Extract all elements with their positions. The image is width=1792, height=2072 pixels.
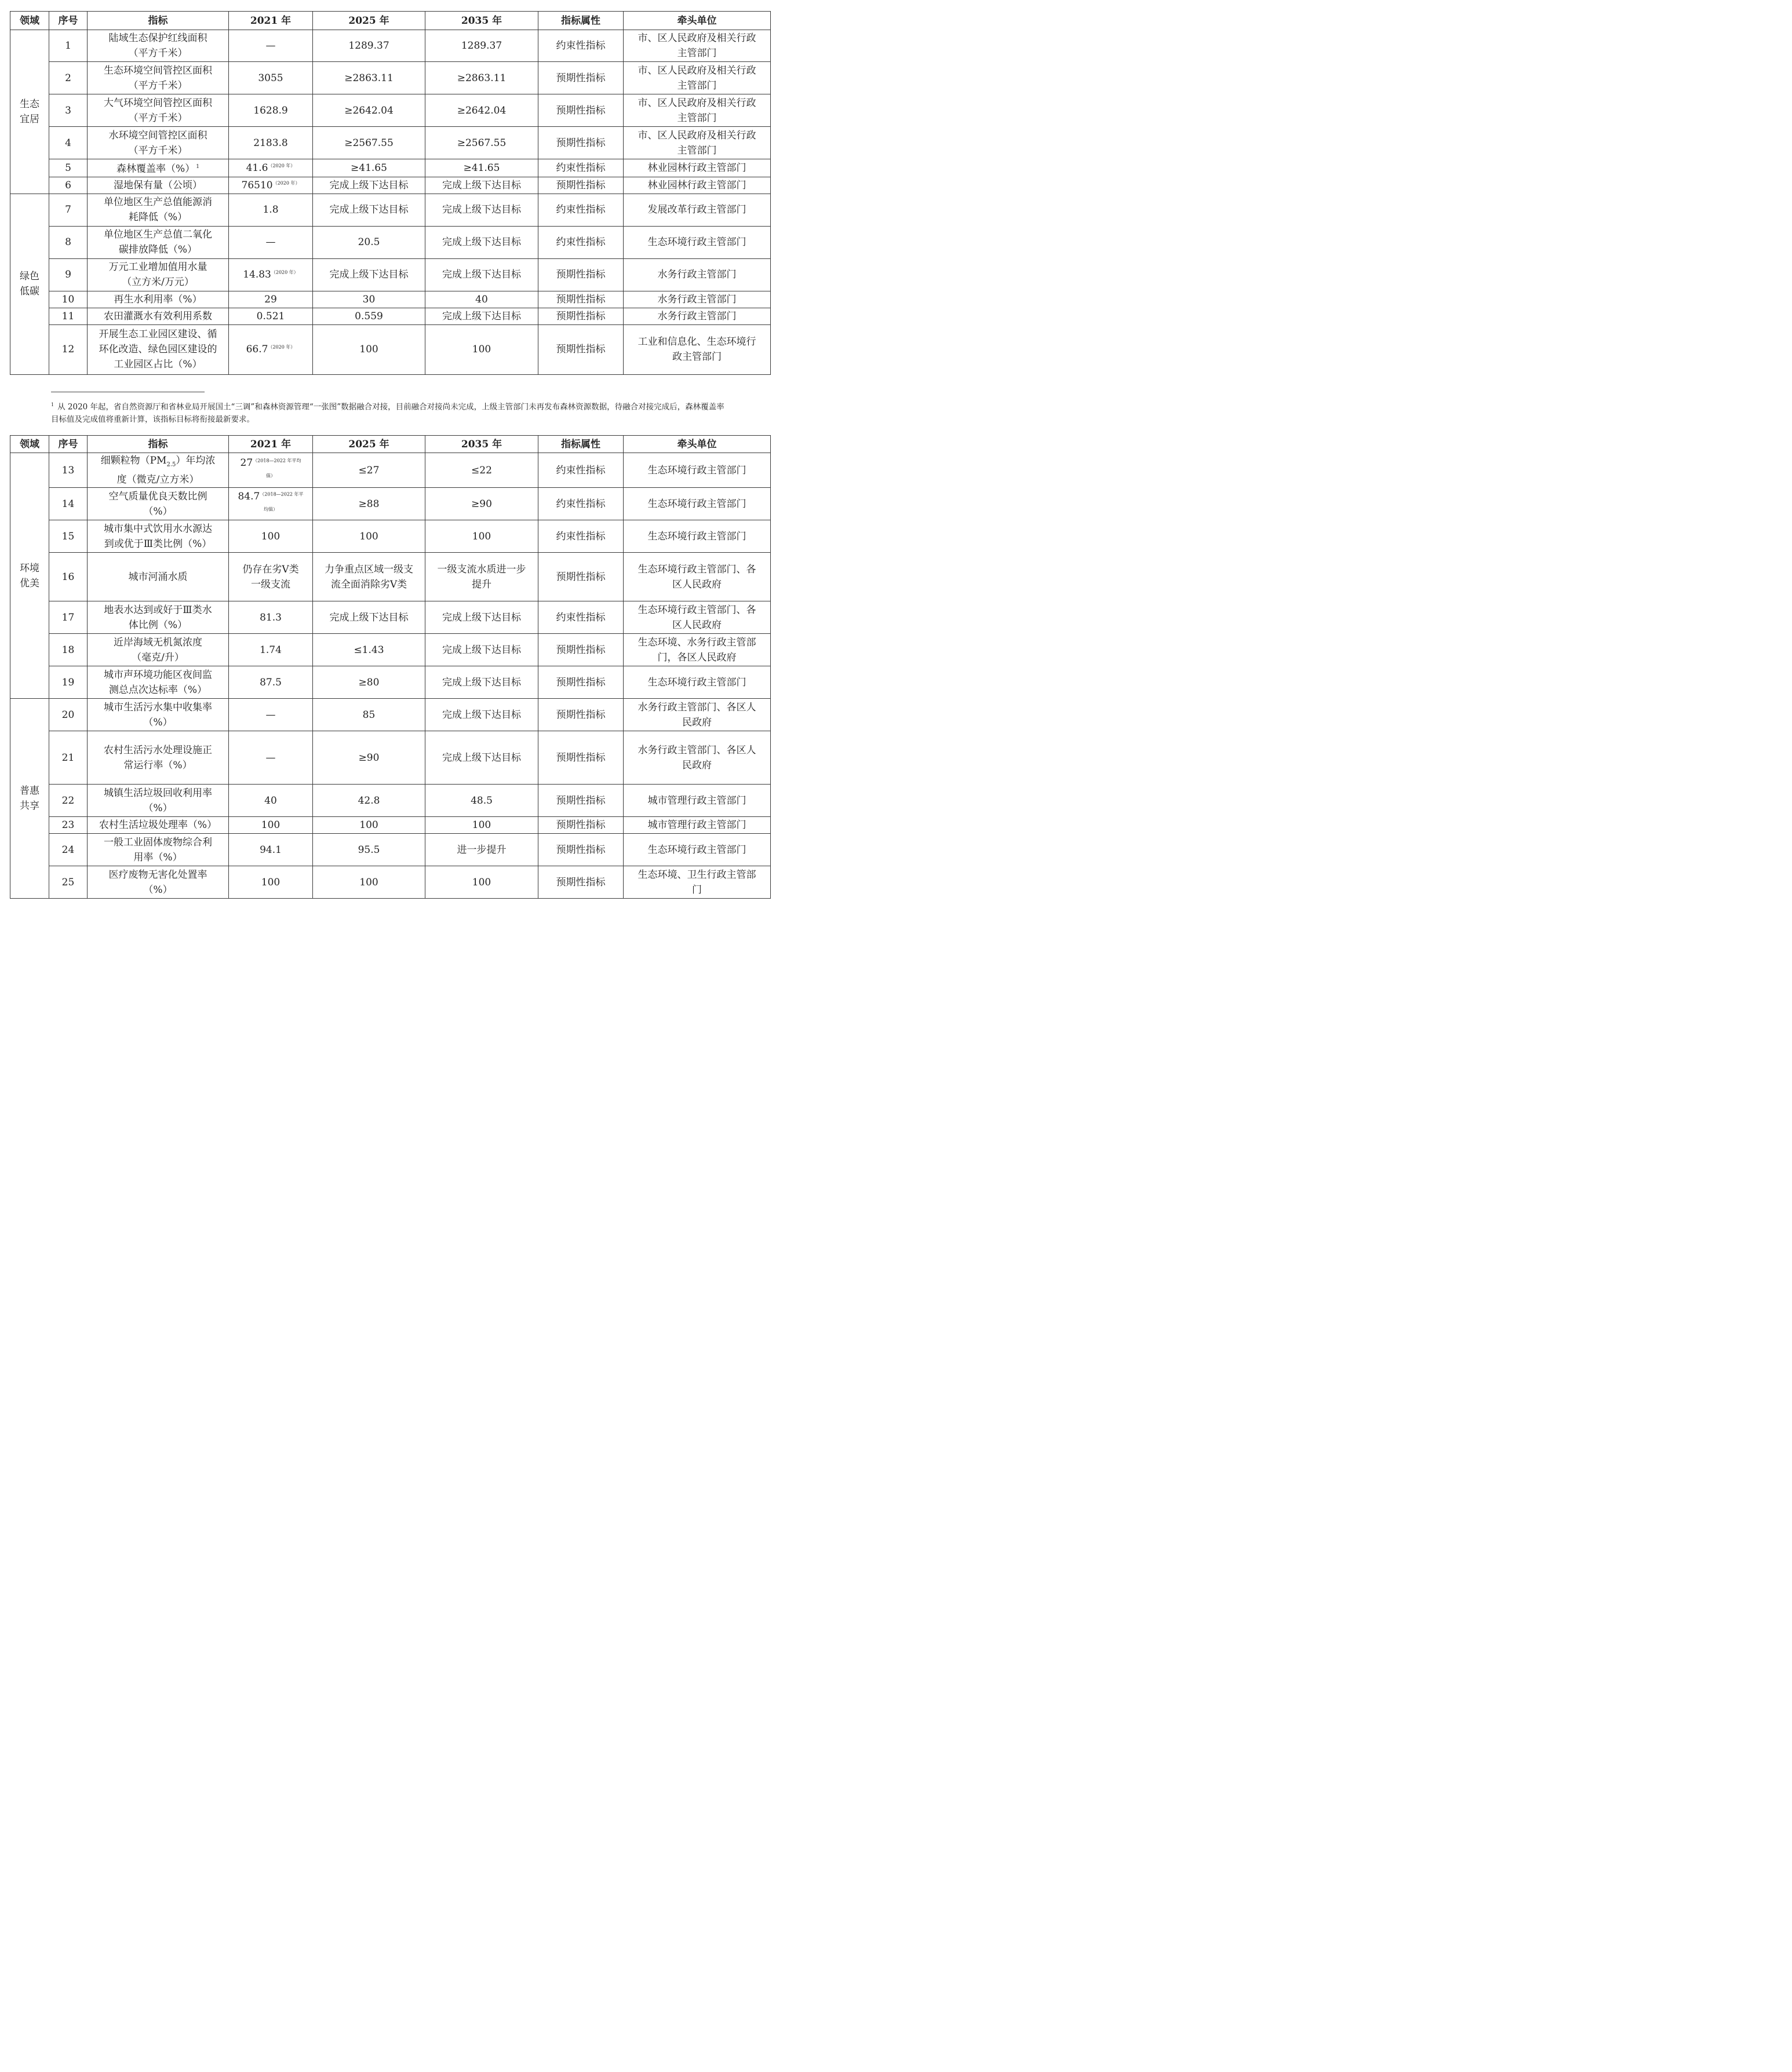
value-2035: 40 xyxy=(425,291,538,308)
value-2025: ≥80 xyxy=(313,666,425,699)
table-row xyxy=(10,258,771,291)
table-header-row xyxy=(10,12,771,30)
value-2025: ≥2642.04 xyxy=(313,94,425,127)
value-2035: 一级支流水质进一步 提升 xyxy=(425,553,538,601)
lead-unit: 生态环境行政主管部门 xyxy=(624,226,771,258)
value-2035: 完成上级下达目标 xyxy=(425,177,538,194)
lead-unit: 市、区人民政府及相关行政 主管部门 xyxy=(624,30,771,62)
value-2021-text: 1628.9 xyxy=(253,104,288,116)
indicator-attribute: 预期性指标 xyxy=(538,62,624,94)
table-row xyxy=(10,226,771,258)
indicator-attribute: 预期性指标 xyxy=(538,94,624,127)
header-no: 序号 xyxy=(49,12,88,30)
indicator-name: 空气质量优良天数比例 （%） xyxy=(88,488,229,520)
row-number: 17 xyxy=(49,601,88,634)
value-2021 xyxy=(229,194,313,226)
row-number: 8 xyxy=(49,226,88,258)
value-2025: ≥88 xyxy=(313,488,425,520)
table-row xyxy=(10,62,771,94)
row-number: 13 xyxy=(49,453,88,488)
header-2035: 2035 年 xyxy=(425,436,538,453)
value-2021 xyxy=(229,666,313,699)
row-number: 5 xyxy=(49,159,88,177)
header-no: 序号 xyxy=(49,436,88,453)
lead-unit: 生态环境、卫生行政主管部 门 xyxy=(624,866,771,899)
value-2021-note: （2020 年） xyxy=(271,269,298,275)
lead-unit: 工业和信息化、生态环境行 政主管部门 xyxy=(624,324,771,374)
lead-unit: 市、区人民政府及相关行政 主管部门 xyxy=(624,62,771,94)
lead-unit: 林业园林行政主管部门 xyxy=(624,159,771,177)
indicator-name: 湿地保有量（公顷） xyxy=(88,177,229,194)
indicator-name: 水环境空间管控区面积 （平方千米） xyxy=(88,127,229,159)
value-2021-text: 100 xyxy=(261,819,281,831)
indicator-attribute: 预期性指标 xyxy=(538,308,624,324)
value-2021 xyxy=(229,699,313,731)
footnote-text: 从 2020 年起，省自然资源厅和省林业局开展国土“三调”和森林资源管理“一张图”数据融合对接，目前融合对接尚未完成，上级主管部门未再发布森林资源数据，待融合对接完成后，森林覆盖率目标值及完成值将重新计算，该指标目标将衔接最新要求。 xyxy=(51,402,724,424)
value-2021 xyxy=(229,308,313,324)
value-2021-text: 66.7 xyxy=(246,344,268,356)
lead-unit: 生态环境行政主管部门、各 区人民政府 xyxy=(624,601,771,634)
indicator-name: 城市集中式饮用水水源达 到或优于Ⅲ类比例（%） xyxy=(88,520,229,553)
table-row xyxy=(10,634,771,666)
value-2021-text: 14.83 xyxy=(243,269,271,281)
row-number: 23 xyxy=(49,817,88,834)
table-row xyxy=(10,866,771,899)
indicator-attribute: 约束性指标 xyxy=(538,194,624,226)
lead-unit: 市、区人民政府及相关行政 主管部门 xyxy=(624,94,771,127)
indicator-name: 生态环境空间管控区面积 （平方千米） xyxy=(88,62,229,94)
value-2035: 完成上级下达目标 xyxy=(425,699,538,731)
value-2021-note: （2018—2022 年平均 值） xyxy=(253,458,301,479)
value-2021 xyxy=(229,226,313,258)
domain-cell: 绿色 低碳 xyxy=(10,194,49,374)
indicator-name: 一般工业固体废物综合利 用率（%） xyxy=(88,834,229,866)
value-2021 xyxy=(229,127,313,159)
header-attribute: 指标属性 xyxy=(538,436,624,453)
row-number: 14 xyxy=(49,488,88,520)
indicator-name: 地表水达到或好于Ⅲ类水 体比例（%） xyxy=(88,601,229,634)
indicator-name: 农村生活垃圾处理率（%） xyxy=(88,817,229,834)
value-2035: 完成上级下达目标 xyxy=(425,258,538,291)
value-2021-note: （2020 年） xyxy=(268,163,296,169)
value-2021-text: 40 xyxy=(264,794,277,807)
indicator-attribute: 预期性指标 xyxy=(538,177,624,194)
lead-unit: 生态环境、水务行政主管部 门，各区人民政府 xyxy=(624,634,771,666)
indicator-attribute: 预期性指标 xyxy=(538,127,624,159)
value-2025: 100 xyxy=(313,817,425,834)
value-2021-text: 1.74 xyxy=(260,644,282,656)
value-2021-text: 76510 xyxy=(241,179,273,191)
row-number: 4 xyxy=(49,127,88,159)
value-2035: 进一步提升 xyxy=(425,834,538,866)
row-number: 3 xyxy=(49,94,88,127)
value-2021-text: — xyxy=(265,709,276,721)
row-number: 21 xyxy=(49,731,88,785)
value-2021 xyxy=(229,866,313,899)
indicator-attribute: 约束性指标 xyxy=(538,159,624,177)
indicator-attribute: 预期性指标 xyxy=(538,258,624,291)
value-2021 xyxy=(229,731,313,785)
indicator-attribute: 约束性指标 xyxy=(538,488,624,520)
value-2021 xyxy=(229,94,313,127)
lead-unit: 林业园林行政主管部门 xyxy=(624,177,771,194)
lead-unit: 城市管理行政主管部门 xyxy=(624,785,771,817)
value-2021 xyxy=(229,159,313,177)
value-2035: 100 xyxy=(425,866,538,899)
value-2035: 完成上级下达目标 xyxy=(425,308,538,324)
header-lead-unit: 牵头单位 xyxy=(624,436,771,453)
value-2021 xyxy=(229,520,313,553)
value-2035: 100 xyxy=(425,520,538,553)
row-number: 16 xyxy=(49,553,88,601)
indicator-name: 单位地区生产总值能源消 耗降低（%） xyxy=(88,194,229,226)
indicator-attribute: 预期性指标 xyxy=(538,866,624,899)
indicator-name: 大气环境空间管控区面积 （平方千米） xyxy=(88,94,229,127)
value-2021 xyxy=(229,453,313,488)
domain-cell: 普惠 共享 xyxy=(10,699,49,899)
value-2021-text: — xyxy=(265,752,276,764)
value-2021-text: 100 xyxy=(261,876,281,888)
indicator-name: 城市生活污水集中收集率 （%） xyxy=(88,699,229,731)
header-indicator: 指标 xyxy=(88,12,229,30)
row-number: 12 xyxy=(49,324,88,374)
row-number: 1 xyxy=(49,30,88,62)
row-number: 10 xyxy=(49,291,88,308)
table-row xyxy=(10,601,771,634)
value-2025: ≤27 xyxy=(313,453,425,488)
row-number: 20 xyxy=(49,699,88,731)
table-row xyxy=(10,308,771,324)
lead-unit: 生态环境行政主管部门 xyxy=(624,453,771,488)
lead-unit: 生态环境行政主管部门 xyxy=(624,488,771,520)
row-number: 25 xyxy=(49,866,88,899)
indicator-attribute: 预期性指标 xyxy=(538,731,624,785)
row-number: 15 xyxy=(49,520,88,553)
table-row xyxy=(10,30,771,62)
indicator-name: 开展生态工业园区建设、循 环化改造、绿色园区建设的 工业园区占比（%） xyxy=(88,324,229,374)
indicator-name: 农村生活污水处理设施正 常运行率（%） xyxy=(88,731,229,785)
indicator-attribute: 预期性指标 xyxy=(538,699,624,731)
indicator-attribute: 预期性指标 xyxy=(538,817,624,834)
value-2021 xyxy=(229,834,313,866)
value-2021 xyxy=(229,785,313,817)
table-header-row xyxy=(10,436,771,453)
indicator-table-part-2 xyxy=(10,435,771,899)
indicator-attribute: 约束性指标 xyxy=(538,30,624,62)
lead-unit: 市、区人民政府及相关行政 主管部门 xyxy=(624,127,771,159)
value-2021-text: 94.1 xyxy=(260,844,282,856)
lead-unit: 水务行政主管部门 xyxy=(624,291,771,308)
value-2021-text: 41.6 xyxy=(246,162,268,174)
header-2025: 2025 年 xyxy=(313,12,425,30)
row-number: 22 xyxy=(49,785,88,817)
lead-unit: 生态环境行政主管部门 xyxy=(624,666,771,699)
table-row xyxy=(10,666,771,699)
row-number: 7 xyxy=(49,194,88,226)
footnote-ref: 1 xyxy=(196,164,199,170)
table-row xyxy=(10,194,771,226)
table-row xyxy=(10,324,771,374)
value-2025: 完成上级下达目标 xyxy=(313,194,425,226)
indicator-name: 医疗废物无害化处置率 （%） xyxy=(88,866,229,899)
value-2035: 完成上级下达目标 xyxy=(425,731,538,785)
lead-unit: 水务行政主管部门 xyxy=(624,308,771,324)
table-row xyxy=(10,453,771,488)
table-row xyxy=(10,177,771,194)
indicator-attribute: 预期性指标 xyxy=(538,324,624,374)
value-2025: 20.5 xyxy=(313,226,425,258)
value-2021-note: （2020 年） xyxy=(268,344,296,350)
value-2025: 完成上级下达目标 xyxy=(313,177,425,194)
indicator-attribute: 预期性指标 xyxy=(538,553,624,601)
value-2021-text: — xyxy=(265,40,276,52)
value-2025: 1289.37 xyxy=(313,30,425,62)
value-2035: 48.5 xyxy=(425,785,538,817)
header-2021: 2021 年 xyxy=(229,436,313,453)
indicator-attribute: 预期性指标 xyxy=(538,834,624,866)
value-2035: 完成上级下达目标 xyxy=(425,194,538,226)
value-2025: ≤1.43 xyxy=(313,634,425,666)
value-2021-note: （2018—2022 年平 均值） xyxy=(260,491,304,512)
header-domain: 领域 xyxy=(10,12,49,30)
indicator-attribute: 约束性指标 xyxy=(538,453,624,488)
indicator-name: 城市声环境功能区夜间监 测总点次达标率（%） xyxy=(88,666,229,699)
value-2025: ≥2567.55 xyxy=(313,127,425,159)
header-domain: 领域 xyxy=(10,436,49,453)
value-2035: ≥2567.55 xyxy=(425,127,538,159)
value-2035: 完成上级下达目标 xyxy=(425,226,538,258)
indicator-table-part-1 xyxy=(10,11,771,375)
header-attribute: 指标属性 xyxy=(538,12,624,30)
lead-unit: 生态环境行政主管部门 xyxy=(624,834,771,866)
value-2025: 完成上级下达目标 xyxy=(313,601,425,634)
value-2035: 完成上级下达目标 xyxy=(425,666,538,699)
value-2021-text: 1.8 xyxy=(263,204,279,216)
table-body-part-1 xyxy=(10,30,771,375)
lead-unit: 发展改革行政主管部门 xyxy=(624,194,771,226)
value-2021-text: 81.3 xyxy=(260,611,282,623)
value-2021 xyxy=(229,488,313,520)
value-2035: ≥41.65 xyxy=(425,159,538,177)
row-number: 9 xyxy=(49,258,88,291)
table-row xyxy=(10,520,771,553)
value-2021-note: （2020 年） xyxy=(272,180,300,185)
row-number: 6 xyxy=(49,177,88,194)
indicator-attribute: 预期性指标 xyxy=(538,666,624,699)
value-2035: 100 xyxy=(425,817,538,834)
value-2021 xyxy=(229,30,313,62)
row-number: 18 xyxy=(49,634,88,666)
indicator-name: 万元工业增加值用水量 （立方米/万元） xyxy=(88,258,229,291)
value-2021-text: 87.5 xyxy=(260,676,282,688)
indicator-attribute: 约束性指标 xyxy=(538,601,624,634)
value-2021 xyxy=(229,553,313,601)
value-2025: 100 xyxy=(313,324,425,374)
value-2025: 42.8 xyxy=(313,785,425,817)
indicator-name: 农田灌溉水有效利用系数 xyxy=(88,308,229,324)
value-2021 xyxy=(229,601,313,634)
table-row xyxy=(10,94,771,127)
indicator-name: 陆域生态保护红线面积 （平方千米） xyxy=(88,30,229,62)
table-row xyxy=(10,834,771,866)
value-2021-text: — xyxy=(265,236,276,249)
header-2021: 2021 年 xyxy=(229,12,313,30)
value-2035: 1289.37 xyxy=(425,30,538,62)
header-indicator: 指标 xyxy=(88,436,229,453)
value-2021-text: 27 xyxy=(240,457,253,469)
indicator-name: 单位地区生产总值二氧化 碳排放降低（%） xyxy=(88,226,229,258)
header-2035: 2035 年 xyxy=(425,12,538,30)
indicator-name: 近岸海域无机氮浓度 （毫克/升） xyxy=(88,634,229,666)
indicator-attribute: 预期性指标 xyxy=(538,785,624,817)
lead-unit: 水务行政主管部门、各区人 民政府 xyxy=(624,731,771,785)
table-row xyxy=(10,785,771,817)
value-2035: 100 xyxy=(425,324,538,374)
value-2021 xyxy=(229,258,313,291)
value-2025: 完成上级下达目标 xyxy=(313,258,425,291)
value-2021-text: 3055 xyxy=(258,72,283,84)
value-2021 xyxy=(229,817,313,834)
value-2035: ≥2863.11 xyxy=(425,62,538,94)
table-row xyxy=(10,817,771,834)
table-row xyxy=(10,488,771,520)
value-2025: 100 xyxy=(313,520,425,553)
value-2025: 100 xyxy=(313,866,425,899)
value-2021 xyxy=(229,324,313,374)
value-2035: ≥2642.04 xyxy=(425,94,538,127)
domain-cell: 环境 优美 xyxy=(10,453,49,699)
row-number: 2 xyxy=(49,62,88,94)
table-row xyxy=(10,553,771,601)
table-row xyxy=(10,291,771,308)
indicator-name: 城镇生活垃圾回收利用率 （%） xyxy=(88,785,229,817)
table-row xyxy=(10,699,771,731)
value-2035: ≤22 xyxy=(425,453,538,488)
lead-unit: 水务行政主管部门 xyxy=(624,258,771,291)
domain-cell: 生态 宜居 xyxy=(10,30,49,194)
value-2021-text: 100 xyxy=(261,530,281,542)
indicator-name: 城市河涌水质 xyxy=(88,553,229,601)
indicator-name: 再生水利用率（%） xyxy=(88,291,229,308)
value-2025: 30 xyxy=(313,291,425,308)
row-number: 19 xyxy=(49,666,88,699)
value-2021-text: 仍存在劣Ⅴ类 一级支流 xyxy=(242,563,299,590)
table-row xyxy=(10,127,771,159)
value-2025: 95.5 xyxy=(313,834,425,866)
value-2025: 85 xyxy=(313,699,425,731)
table-body-part-2 xyxy=(10,453,771,899)
table-row xyxy=(10,731,771,785)
header-lead-unit: 牵头单位 xyxy=(624,12,771,30)
row-number: 24 xyxy=(49,834,88,866)
row-number: 11 xyxy=(49,308,88,324)
indicator-attribute: 约束性指标 xyxy=(538,226,624,258)
value-2035: ≥90 xyxy=(425,488,538,520)
value-2035: 完成上级下达目标 xyxy=(425,634,538,666)
value-2025: ≥90 xyxy=(313,731,425,785)
lead-unit: 城市管理行政主管部门 xyxy=(624,817,771,834)
value-2025: 力争重点区域一级支 流全面消除劣Ⅴ类 xyxy=(313,553,425,601)
value-2021 xyxy=(229,634,313,666)
value-2021 xyxy=(229,291,313,308)
value-2021 xyxy=(229,62,313,94)
value-2021-text: 29 xyxy=(264,293,277,305)
indicator-name: 细颗粒物$(PM_{2.5})$年均浓 度（微克/立方米） xyxy=(88,453,229,488)
indicator-attribute: 预期性指标 xyxy=(538,634,624,666)
value-2025: 0.559 xyxy=(313,308,425,324)
footnote xyxy=(51,399,732,426)
lead-unit: 生态环境行政主管部门 xyxy=(624,520,771,553)
lead-unit: 生态环境行政主管部门、各 区人民政府 xyxy=(624,553,771,601)
value-2025: ≥2863.11 xyxy=(313,62,425,94)
indicator-name: 森林覆盖率（%） $^1$ xyxy=(88,159,229,177)
value-2021-text: 84.7 xyxy=(238,490,260,502)
value-2035: 完成上级下达目标 xyxy=(425,601,538,634)
value-2021-text: 0.521 xyxy=(256,310,285,322)
lead-unit: 水务行政主管部门、各区人 民政府 xyxy=(624,699,771,731)
header-2025: 2025 年 xyxy=(313,436,425,453)
value-2021 xyxy=(229,177,313,194)
value-2025: ≥41.65 xyxy=(313,159,425,177)
table-row xyxy=(10,159,771,177)
value-2021-text: 2183.8 xyxy=(253,137,288,149)
indicator-attribute: 约束性指标 xyxy=(538,520,624,553)
footnote-mark: 1 xyxy=(51,402,54,407)
indicator-attribute: 预期性指标 xyxy=(538,291,624,308)
